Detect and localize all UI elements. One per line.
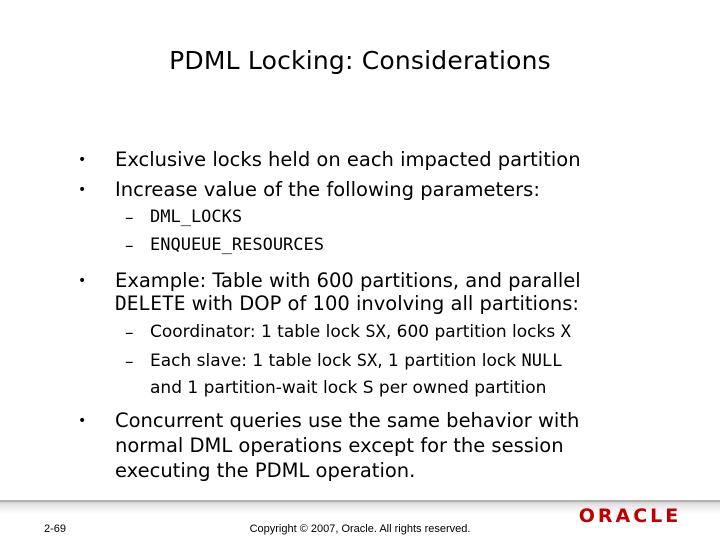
bullet-marker: • bbox=[78, 413, 87, 429]
sub-bullet-each-slave-line2: and 1 partition-wait lock S per owned partition bbox=[150, 378, 547, 398]
copyright-notice: Copyright © 2007, Oracle. All rights reserved. bbox=[249, 523, 471, 535]
code-x: X bbox=[560, 322, 571, 342]
param-dml-locks: DML_LOCKS bbox=[150, 207, 243, 227]
param-enqueue-resources: ENQUEUE_RESOURCES bbox=[150, 235, 324, 255]
bullet-marker: • bbox=[78, 152, 87, 168]
footer-divider bbox=[0, 500, 720, 502]
bullet-marker: • bbox=[78, 273, 87, 289]
sub-bullet-dash: – bbox=[125, 208, 134, 228]
bullet-example-line1: Example: Table with 600 partitions, and parallel bbox=[115, 269, 581, 292]
bullet-concurrent-line1: Concurrent queries use the same behavior with bbox=[115, 409, 580, 432]
code-sx: SX bbox=[356, 351, 378, 371]
slave-text-mid: , 1 partition lock bbox=[377, 351, 522, 371]
code-null: NULL bbox=[521, 351, 563, 371]
slide-title: PDML Locking: Considerations bbox=[169, 46, 551, 75]
coordinator-text: Coordinator: 1 table lock bbox=[150, 322, 366, 342]
bullet-concurrent-line2: normal DML operations except for the session bbox=[115, 434, 564, 457]
page-number: 2-69 bbox=[44, 523, 67, 535]
code-sx: SX bbox=[365, 322, 386, 342]
sub-bullet-dash: – bbox=[125, 236, 134, 256]
sub-bullet-dash: – bbox=[125, 323, 134, 343]
example-line2-text: with DOP of 100 involving all partitions: bbox=[185, 292, 579, 315]
oracle-logo: ORACLE bbox=[578, 505, 682, 527]
bullet-increase-parameters: Increase value of the following parameters: bbox=[115, 178, 540, 201]
coordinator-text-mid: , 600 partition locks bbox=[385, 322, 561, 342]
bullet-exclusive-locks: Exclusive locks held on each impacted partition bbox=[115, 148, 581, 171]
sub-bullet-each-slave bbox=[150, 349, 562, 374]
bullet-example-line2 bbox=[115, 291, 579, 316]
sub-bullet-coordinator bbox=[150, 320, 571, 345]
slave-text: Each slave: 1 table lock bbox=[150, 351, 357, 371]
code-delete: DELETE bbox=[115, 292, 186, 315]
sub-bullet-dash: – bbox=[125, 352, 134, 372]
bullet-marker: • bbox=[78, 182, 87, 198]
bullet-concurrent-line3: executing the PDML operation. bbox=[115, 459, 416, 482]
